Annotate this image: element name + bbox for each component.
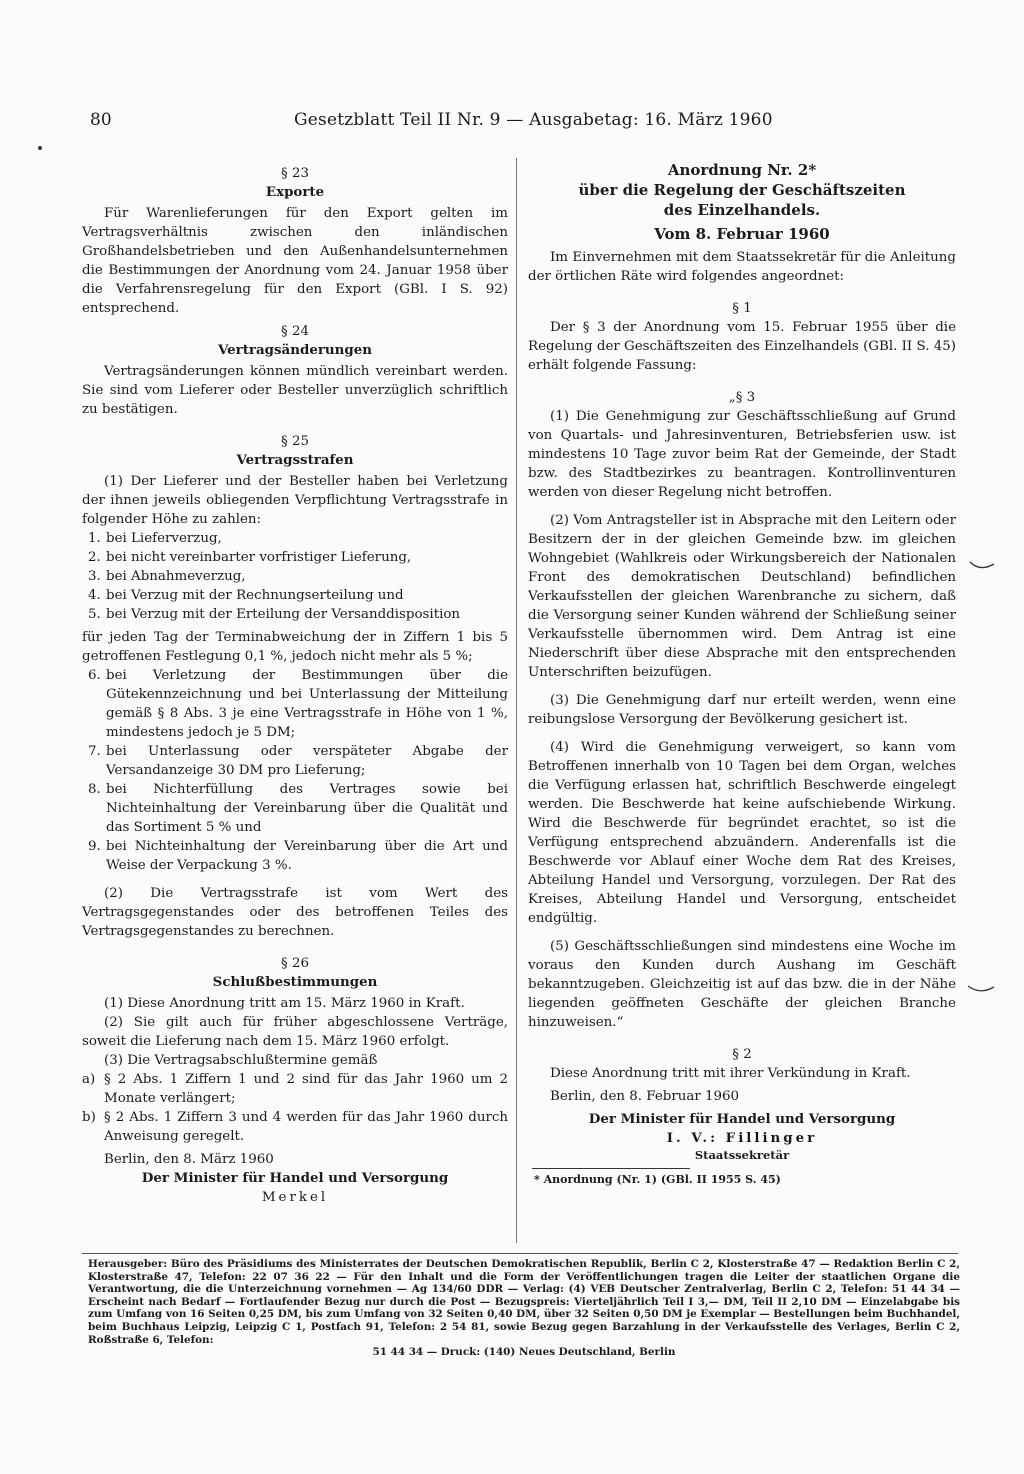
right-signatory-name: I. V.: Fillinger <box>666 1130 818 1146</box>
ordinance-title-1: Anordnung Nr. 2* <box>667 161 817 179</box>
pencil-mark-icon <box>968 558 996 574</box>
section-24-title: Vertragsänderungen <box>218 342 372 358</box>
list-item: 1. bei Lieferverzug, <box>88 531 222 546</box>
right-place-date: Berlin, den 8. Februar 1960 <box>550 1089 740 1104</box>
section-26-number: § 26 <box>281 956 309 971</box>
section-25-number: § 25 <box>281 434 309 449</box>
section-3-para-5: (5) Geschäftsschließungen sind mindestens eine Woche im voraus den Kunden durch Aushang im Geschäft bekanntzugeben. Gleichzeitig ist auf das bzw. die in der Nähe liegenden geöffneten Geschäfte der gleichen Branche hinzuweisen.“ <box>528 939 956 1030</box>
section-25-para-2: (2) Die Vertragsstrafe ist vom Wert des Vertragsgegenstandes oder des betroffenen Teiles des Vertragsgegenstandes zu berechnen. <box>82 886 508 939</box>
section-26-para-2: (2) Sie gilt auch für früher abgeschlossene Verträge, soweit die Lieferung nach dem 15. März 1960 erfolgt. <box>82 1015 508 1049</box>
section-25-title: Vertragsstrafen <box>236 452 354 468</box>
ordinance-preamble: Im Einvernehmen mit dem Staatssekretär für die Anleitung der örtlichen Räte wird folgendes angeordnet: <box>528 250 956 284</box>
penalty-list-b <box>82 666 508 875</box>
list-item: 3. bei Abnahmeverzug, <box>88 569 246 584</box>
section-2-number: § 2 <box>732 1047 752 1062</box>
left-place-date: Berlin, den 8. März 1960 <box>104 1152 274 1167</box>
imprint-rule <box>82 1253 958 1254</box>
section-24-text: Vertragsänderungen können mündlich vereinbart werden. Sie sind vom Lieferer oder Besteller unverzüglich schriftlich zu bestätigen. <box>82 364 508 417</box>
section-23-number: § 23 <box>281 166 309 181</box>
list-item: 8. bei Nichterfüllung des Vertrages sowie bei Nichteinhaltung der Vereinbarung über die Qualität und das Sortiment 5 % und <box>88 782 508 835</box>
running-title: Gesetzblatt Teil II Nr. 9 — Ausgabetag: 16. März 1960 <box>294 110 773 130</box>
section-1-text: Der § 3 der Anordnung vom 15. Februar 1955 über die Regelung der Geschäftszeiten des Einzelhandels (GBl. II S. 45) erhält folgende Fassung: <box>528 320 956 373</box>
pencil-mark-icon <box>966 982 996 998</box>
list-item: 7. bei Unterlassung oder verspäteter Abgabe der Versandanzeige 30 DM pro Lieferung; <box>88 744 508 778</box>
page-number: 80 <box>90 110 112 130</box>
margin-dot <box>38 146 42 150</box>
column-divider <box>516 158 517 1243</box>
list-item: 5. bei Verzug mit der Erteilung der Versanddisposition <box>88 607 461 622</box>
section-3-para-3: (3) Die Genehmigung darf nur erteilt werden, wenn eine reibungslose Versorgung der Bevölkerung gesichert ist. <box>528 693 956 727</box>
imprint-last-line: 51 44 34 — Druck: (140) Neues Deutschland, Berlin <box>372 1346 676 1359</box>
section-26-para-3: (3) Die Vertragsabschlußtermine gemäß <box>104 1053 378 1068</box>
section-23-text: Für Warenlieferungen für den Export gelten im Vertragsverhältnis zwischen den inländischen Großhandelsbetrieben und den Außenhandelsunternehmen die Bestimmungen der Anordnung vom 24. Januar 1958 über die Verfahrensregelung für den Export (GBl. I S. 92) entsprechend. <box>82 206 508 316</box>
section-23-title: Exporte <box>265 184 325 200</box>
list-item: 6. bei Verletzung der Bestimmungen über die Gütekennzeichnung und bei Unterlassung der Mitteilung gemäß § 8 Abs. 3 je eine Vertragsstrafe in Höhe von 1 %, mindestens jedoch je 5 DM; <box>88 668 508 740</box>
section-3-para-4: (4) Wird die Genehmigung verweigert, so kann vom Betroffenen innerhalb von 10 Tagen bei dem Organ, welches die Verfügung erlassen hat, schriftlich Beschwerde eingelegt werden. Die Beschwerde hat keine aufschiebende Wirkung. Wird die Beschwerde für begründet erachtet, so ist die Verfügung entsprechend abzuändern. Anderenfalls ist die Beschwerde vor Ablauf einer Woche dem Rat des Kreises, Abteilung Handel und Versorgung, vorzulegen. Der Rat des Kreises, Abteilung Handel und Versorgung, entscheidet endgültig. <box>528 740 956 926</box>
ordinance-title-2: über die Regelung der Geschäftszeiten <box>578 181 906 199</box>
penalty-list-a <box>82 529 508 624</box>
imprint-text: Herausgeber: Büro des Präsidiums des Ministerrates der Deutschen Demokratischen Republik, Berlin C 2, Klosterstraße 47 — Redaktion Berlin C 2, Klosterstraße 47, Telefon: 22 07 36 22 — Für den Inhalt und die Form der Veröffentlichungen tragen die Leiter der staatlichen Organe die Verantwortung, die die Unterzeichnung vornehmen — Ag 134/60 DDR — Verlag: (4) VEB Deutscher Zentralverlag, Berlin C 2, Telefon: 51 44 34 — Erscheint nach Bedarf — Fortlaufender Bezug nur durch die Post — Bezugspreis: Vierteljährlich Teil I 3,— DM, Teil II 2,10 DM — Einzelabgabe bis zum Umfang von 16 Seiten 0,25 DM, bis zum Umfang von 32 Seiten 0,40 DM, über 32 Seiten 0,50 DM je Exemplar — Bestellungen beim Buchhandel, beim Buchhaus Leipzig, Leipzig C 1, Postfach 91, Telefon: 2 54 81, sowie Bezug gegen Barzahlung in der Verkaufsstelle des Verlages, Berlin C 2, Roßstraße 6, Telefon: <box>88 1258 960 1346</box>
left-column <box>82 160 508 1207</box>
section-25-mid-text: für jeden Tag der Terminabweichung der in Ziffern 1 bis 5 getroffenen Festlegung 0,1 %, jedoch nicht mehr als 5 %; <box>82 630 508 664</box>
list-item: 9. bei Nichteinhaltung der Vereinbarung über die Art und Weise der Verpackung 3 %. <box>88 839 508 873</box>
section-26-title: Schlußbestimmungen <box>212 974 378 990</box>
section-24-number: § 24 <box>281 324 309 339</box>
list-item: b) § 2 Abs. 1 Ziffern 3 und 4 werden für das Jahr 1960 durch Anweisung geregelt. <box>82 1110 508 1144</box>
footnote: * Anordnung (Nr. 1) (GBl. II 1955 S. 45) <box>534 1173 781 1186</box>
ordinance-date: Vom 8. Februar 1960 <box>654 225 830 243</box>
section-26-para-1: (1) Diese Anordnung tritt am 15. März 1960 in Kraft. <box>104 996 465 1011</box>
left-signatory-name: Merkel <box>261 1190 329 1205</box>
section-3-para-2: (2) Vom Antragsteller ist in Absprache mit den Leitern oder Besitzern der in der gleichen Gemeinde bzw. im gleichen Wohngebiet (Wahlkreis oder Wirkungsbereich der Nationalen Front des demokratischen Deutschland) befindlichen Verkaufsstellen der gleichen Warenbranche zu sichern, daß die Versorgung seiner Kunden während der Schließung seiner Verkaufsstelle übernommen wird. Dem Antrag ist eine Niederschrift über diese Absprache mit den entsprechenden Unterschriften beizufügen. <box>528 513 956 680</box>
section-3-number: „§ 3 <box>728 390 756 405</box>
left-signatory-title: Der Minister für Handel und Versorgung <box>141 1170 449 1186</box>
list-item: 2. bei nicht vereinbarter vorfristiger Lieferung, <box>88 550 412 565</box>
right-signatory-title: Der Minister für Handel und Versorgung <box>588 1111 896 1127</box>
ordinance-title-3: des Einzelhandels. <box>663 201 821 219</box>
list-item: 4. bei Verzug mit der Rechnungserteilung und <box>88 588 404 603</box>
page-header <box>90 110 773 134</box>
section-25-intro: (1) Der Lieferer und der Besteller haben bei Verletzung der ihnen jeweils obliegenden Verpflichtung Vertragsstrafe in folgender Höhe zu zahlen: <box>82 474 508 527</box>
footnote-rule <box>532 1168 690 1169</box>
section-3-para-1: (1) Die Genehmigung zur Geschäftsschließung auf Grund von Quartals- und Jahresinventuren, Betriebsferien usw. ist mindestens 10 Tage zuvor beim Rat der Gemeinde, der Stadt bzw. des Stadtbezirkes zu beantragen. Kontrollinventuren werden von dieser Regelung nicht betroffen. <box>528 409 956 500</box>
section-1-number: § 1 <box>732 301 752 316</box>
right-signatory-role: Staatssekretär <box>694 1148 790 1162</box>
list-item: a) § 2 Abs. 1 Ziffern 1 und 2 sind für das Jahr 1960 um 2 Monate verlängert; <box>82 1072 508 1106</box>
section-2-text: Diese Anordnung tritt mit ihrer Verkündung in Kraft. <box>550 1066 911 1081</box>
right-column <box>528 160 956 1187</box>
imprint <box>88 1258 960 1359</box>
